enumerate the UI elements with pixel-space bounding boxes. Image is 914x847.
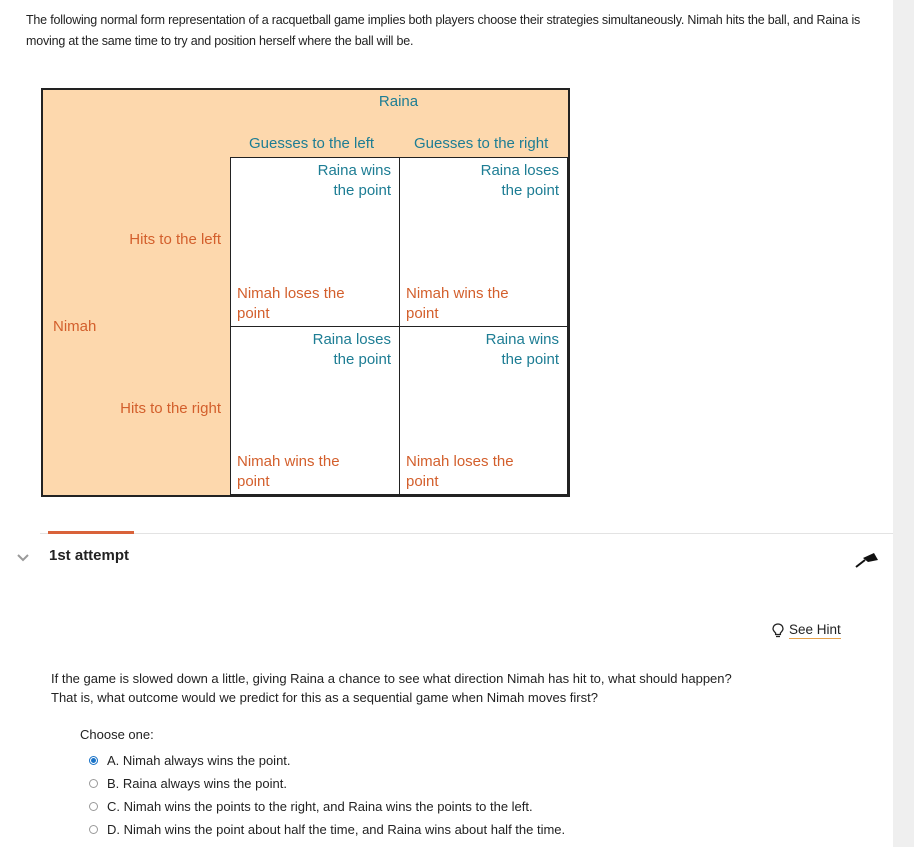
payoff-cell-left-left xyxy=(230,157,400,327)
column-player-label: Raina xyxy=(378,93,419,110)
question-text: If the game is slowed down a little, giving Raina a chance to see what direction Nimah has hit to, what should happen? That is, what outcome would we predict for this as a sequential game when Nimah moves first? xyxy=(51,671,732,705)
radio-icon[interactable] xyxy=(89,779,98,788)
row-header-top: Hits to the left xyxy=(129,231,221,248)
lightbulb-icon xyxy=(772,623,784,638)
raina-payoff: Raina wins the point xyxy=(485,331,559,368)
payoff-cell-right-right xyxy=(399,326,568,495)
raina-payoff: Raina loses the point xyxy=(480,162,559,199)
payoff-cell-right-left xyxy=(230,326,400,495)
payoff-cell-left-right xyxy=(399,157,568,327)
row-player-label: Nimah xyxy=(53,318,97,335)
option-b[interactable] xyxy=(89,776,287,791)
chevron-down-icon[interactable] xyxy=(16,550,30,564)
option-d-label: D. Nimah wins the point about half the time, and Raina wins about half the time. xyxy=(107,822,566,837)
attempt-tab-indicator xyxy=(48,531,134,534)
radio-icon[interactable] xyxy=(89,825,98,834)
radio-icon[interactable] xyxy=(89,802,98,811)
column-header-left: Guesses to the left xyxy=(249,135,375,152)
nimah-payoff: Nimah wins the point xyxy=(237,453,340,490)
nimah-payoff: Nimah loses the point xyxy=(406,453,514,490)
section-divider xyxy=(40,533,893,534)
row-header-bottom: Hits to the right xyxy=(120,400,221,417)
option-c[interactable] xyxy=(89,799,533,814)
see-hint-button[interactable] xyxy=(772,622,841,639)
normal-form-matrix xyxy=(41,88,570,497)
raina-payoff: Raina wins the point xyxy=(317,162,391,199)
raina-payoff: Raina loses the point xyxy=(312,331,391,368)
pushpin-icon[interactable] xyxy=(854,549,880,569)
see-hint-label: See Hint xyxy=(789,622,841,637)
option-d[interactable] xyxy=(89,822,565,837)
attempt-label[interactable]: 1st attempt xyxy=(49,547,130,564)
option-a[interactable] xyxy=(89,753,291,768)
nimah-payoff: Nimah wins the point xyxy=(406,285,509,322)
scroll-gutter xyxy=(893,0,914,847)
choose-one-label: Choose one: xyxy=(80,727,154,742)
option-c-label: C. Nimah wins the points to the right, and Raina wins the points to the left. xyxy=(107,799,533,814)
radio-selected-icon[interactable] xyxy=(89,756,98,765)
option-b-label: B. Raina always wins the point. xyxy=(107,776,287,791)
intro-text: The following normal form representation of a racquetball game implies both players choose their strategies simultaneously. Nimah hits the ball, and Raina is moving at the same time to try and position herself where the ball will be. xyxy=(26,13,861,48)
nimah-payoff: Nimah loses the point xyxy=(237,285,345,322)
option-a-label: A. Nimah always wins the point. xyxy=(107,753,291,768)
column-header-right: Guesses to the right xyxy=(414,135,549,152)
